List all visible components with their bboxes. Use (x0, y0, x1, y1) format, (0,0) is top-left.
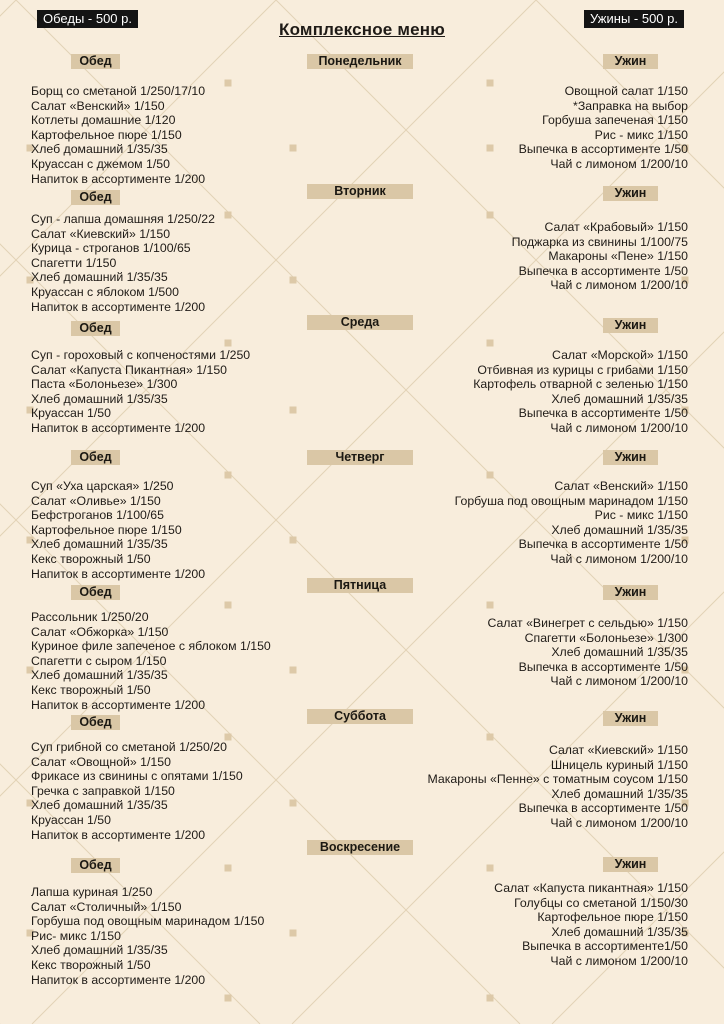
lunch-menu-item: Горбуша под овощным маринадом 1/150 (31, 914, 265, 929)
lunch-menu-item: Спагетти с сыром 1/150 (31, 653, 167, 668)
lunch-menu-item: Хлеб домашний 1/35/35 (31, 798, 168, 813)
lunch-menu-item: Хлеб домашний 1/35/35 (31, 668, 168, 683)
lunch-menu-item: Фрикасе из свинины с опятами 1/150 (31, 769, 243, 784)
lunch-menu-item: Напиток в ассортименте 1/200 (31, 827, 206, 842)
lunch-menu-item: Хлеб домашний 1/35/35 (31, 270, 168, 285)
lunch-menu-list (31, 479, 331, 581)
lunch-menu-item: Хлеб домашний 1/35/35 (31, 537, 168, 552)
lunch-menu-item: Суп - лапша домашняя 1/250/22 (31, 212, 215, 226)
dinner-menu-item: Выпечка в ассортименте 1/50 (518, 142, 688, 157)
decorative-square (487, 602, 494, 609)
lunch-menu-item: Напиток в ассортименте 1/200 (31, 697, 206, 712)
dinner-menu-item: Хлеб домашний 1/35/35 (551, 645, 688, 660)
dinner-menu-item: Рис - микс 1/150 (594, 508, 688, 523)
lunch-menu-list (31, 348, 331, 436)
lunch-menu-item: Салат «Венский» 1/150 (31, 98, 165, 113)
day-label: Четверг (307, 450, 413, 465)
decorative-square (487, 340, 494, 347)
dinner-menu-item: Салат «Морской» 1/150 (552, 348, 688, 362)
day-label: Вторник (307, 184, 413, 199)
lunch-menu-item: Салат «Овощной» 1/150 (31, 754, 171, 769)
lunch-menu-item: Салат «Обжорка» 1/150 (31, 624, 169, 639)
dinner-menu-item: Салат «Киевский» 1/150 (548, 743, 688, 757)
dinner-menu-item: Горбуша под овощным маринадом 1/150 (454, 493, 688, 508)
dinner-price-badge: Ужины - 500 р. (584, 10, 684, 28)
lunch-menu-item: Напиток в ассортименте 1/200 (31, 566, 206, 581)
lunch-menu-item: Кекс творожный 1/50 (31, 682, 151, 697)
dinner-label: Ужин (603, 585, 658, 600)
lunch-menu-item: Круассан с яблоком 1/500 (31, 284, 179, 299)
lunch-menu-item: Курица - строганов 1/100/65 (31, 241, 191, 256)
lunch-menu-item: Суп - гороховый с копченостями 1/250 (31, 348, 251, 362)
lunch-menu-item: Лапша куриная 1/250 (31, 885, 153, 899)
day-label: Среда (307, 315, 413, 330)
dinner-label: Ужин (603, 318, 658, 333)
dinner-menu-item: *Заправка на выбор (573, 98, 688, 113)
dinner-menu-list (348, 220, 688, 293)
lunch-label: Обед (71, 190, 120, 205)
dinner-menu-item: Выпечка в ассортименте 1/50 (518, 659, 688, 674)
dinner-menu-item: Спагетти «Болоньезе» 1/300 (524, 630, 688, 645)
dinner-menu-list (348, 881, 688, 969)
dinner-menu-item: Отбивная из курицы с грибами 1/150 (477, 362, 688, 377)
lunch-label: Обед (71, 450, 120, 465)
lunch-menu-item: Напиток в ассортименте 1/200 (31, 972, 206, 987)
lunch-menu-item: Хлеб домашний 1/35/35 (31, 943, 168, 958)
dinner-menu-item: Хлеб домашний 1/35/35 (551, 391, 688, 406)
lunch-menu-item: Картофельное пюре 1/150 (31, 127, 182, 142)
dinner-menu-item: Хлеб домашний 1/35/35 (551, 924, 688, 939)
dinner-menu-item: Чай с лимоном 1/200/10 (550, 953, 688, 968)
decorative-square (225, 995, 232, 1002)
lunch-menu-item: Борщ со сметаной 1/250/17/10 (31, 84, 206, 98)
decorative-square (225, 865, 232, 872)
dinner-menu-item: Салат «Винегрет с сельдью» 1/150 (487, 616, 688, 630)
dinner-menu-item: Шницель куриный 1/150 (550, 757, 688, 772)
day-label: Понедельник (307, 54, 413, 69)
lunch-menu-list (31, 610, 331, 712)
decorative-square (225, 602, 232, 609)
lunch-menu-list (31, 740, 331, 842)
lunch-menu-item: Салат «Капуста Пикантная» 1/150 (31, 362, 227, 377)
lunch-menu-item: Круассан 1/50 (31, 812, 111, 827)
dinner-label: Ужин (603, 186, 658, 201)
lunch-menu-item: Напиток в ассортименте 1/200 (31, 420, 206, 435)
dinner-menu-item: Чай с лимоном 1/200/10 (550, 551, 688, 566)
dinner-menu-item: Выпечка в ассортименте 1/50 (518, 537, 688, 552)
dinner-label: Ужин (603, 711, 658, 726)
dinner-menu-item: Салат «Крабовый» 1/150 (544, 220, 688, 234)
lunch-menu-item: Гречка с заправкой 1/150 (31, 783, 175, 798)
lunch-menu-list (31, 212, 331, 314)
dinner-menu-item: Салат «Венский» 1/150 (554, 479, 688, 493)
dinner-menu-list (348, 84, 688, 172)
lunch-menu-item: Кекс творожный 1/50 (31, 957, 151, 972)
dinner-menu-item: Хлеб домашний 1/35/35 (551, 522, 688, 537)
day-label: Пятница (307, 578, 413, 593)
decorative-square (487, 865, 494, 872)
decorative-square (487, 995, 494, 1002)
dinner-menu-item: Макароны «Пене» 1/150 (548, 249, 688, 264)
lunch-menu-item: Салат «Столичный» 1/150 (31, 899, 182, 914)
lunch-menu-list (31, 84, 331, 186)
dinner-menu-item: Картофель отварной с зеленью 1/150 (473, 377, 688, 392)
lunch-menu-item: Суп «Уха царская» 1/250 (31, 479, 174, 493)
decorative-square (225, 472, 232, 479)
lunch-label: Обед (71, 321, 120, 336)
lunch-menu-item: Круассан 1/50 (31, 406, 111, 421)
dinner-menu-item: Чай с лимоном 1/200/10 (550, 278, 688, 293)
dinner-menu-item: Выпечка в ассортименте 1/50 (518, 801, 688, 816)
lunch-menu-item: Салат «Киевский» 1/150 (31, 226, 171, 241)
lunch-menu-list (31, 885, 331, 987)
dinner-label: Ужин (603, 450, 658, 465)
lunch-menu-item: Картофельное пюре 1/150 (31, 522, 182, 537)
lunch-label: Обед (71, 858, 120, 873)
dinner-label: Ужин (603, 857, 658, 872)
lunch-menu-item: Бефстроганов 1/100/65 (31, 508, 164, 523)
lunch-menu-item: Суп грибной со сметаной 1/250/20 (31, 740, 227, 754)
lunch-price-badge: Обеды - 500 р. (37, 10, 138, 28)
dinner-menu-list (348, 348, 688, 436)
lunch-label: Обед (71, 585, 120, 600)
dinner-menu-item: Макароны «Пенне» с томатным соусом 1/150 (427, 772, 688, 787)
dinner-menu-item: Рис - микс 1/150 (594, 127, 688, 142)
lunch-menu-item: Хлеб домашний 1/35/35 (31, 142, 168, 157)
dinner-menu-list (348, 743, 688, 831)
dinner-menu-item: Горбуша запеченая 1/150 (542, 113, 688, 128)
decorative-square (487, 734, 494, 741)
day-label: Суббота (307, 709, 413, 724)
lunch-menu-item: Паста «Болоньезе» 1/300 (31, 377, 178, 392)
lunch-menu-item: Напиток в ассортименте 1/200 (31, 299, 206, 314)
lunch-menu-item: Круассан с джемом 1/50 (31, 156, 170, 171)
dinner-menu-item: Чай с лимоном 1/200/10 (550, 815, 688, 830)
lunch-menu-item: Хлеб домашний 1/35/35 (31, 391, 168, 406)
lunch-menu-item: Куриное филе запеченое с яблоком 1/150 (31, 639, 271, 654)
dinner-menu-item: Выпечка в ассортименте 1/50 (518, 263, 688, 278)
dinner-menu-list (348, 479, 688, 567)
dinner-menu-item: Овощной салат 1/150 (564, 84, 688, 98)
lunch-menu-item: Напиток в ассортименте 1/200 (31, 171, 206, 186)
dinner-menu-item: Голубцы со сметаной 1/150/30 (514, 895, 688, 910)
day-label: Воскресение (307, 840, 413, 855)
lunch-label: Обед (71, 715, 120, 730)
dinner-menu-item: Картофельное пюре 1/150 (537, 910, 688, 925)
dinner-menu-item: Выпечка в ассортименте 1/50 (518, 406, 688, 421)
dinner-menu-list (348, 616, 688, 689)
dinner-menu-item: Чай с лимоном 1/200/10 (550, 420, 688, 435)
page-title: Комплексное меню (279, 20, 445, 39)
lunch-menu-item: Салат «Оливье» 1/150 (31, 493, 161, 508)
dinner-menu-item: Поджарка из свинины 1/100/75 (511, 234, 688, 249)
dinner-menu-item: Чай с лимоном 1/200/10 (550, 674, 688, 689)
decorative-square (487, 472, 494, 479)
lunch-menu-item: Кекс творожный 1/50 (31, 551, 151, 566)
lunch-menu-item: Спагетти 1/150 (31, 255, 117, 270)
dinner-menu-item: Выпечка в ассортименте1/50 (522, 939, 688, 954)
dinner-menu-item: Салат «Капуста пикантная» 1/150 (494, 881, 688, 895)
lunch-menu-item: Рис- микс 1/150 (31, 928, 121, 943)
decorative-square (225, 340, 232, 347)
decorative-square (487, 212, 494, 219)
lunch-menu-item: Рассольник 1/250/20 (31, 610, 149, 624)
lunch-menu-item: Котлеты домашние 1/120 (31, 113, 176, 128)
dinner-menu-item: Хлеб домашний 1/35/35 (551, 786, 688, 801)
dinner-menu-item: Чай с лимоном 1/200/10 (550, 156, 688, 171)
dinner-label: Ужин (603, 54, 658, 69)
lunch-label: Обед (71, 54, 120, 69)
